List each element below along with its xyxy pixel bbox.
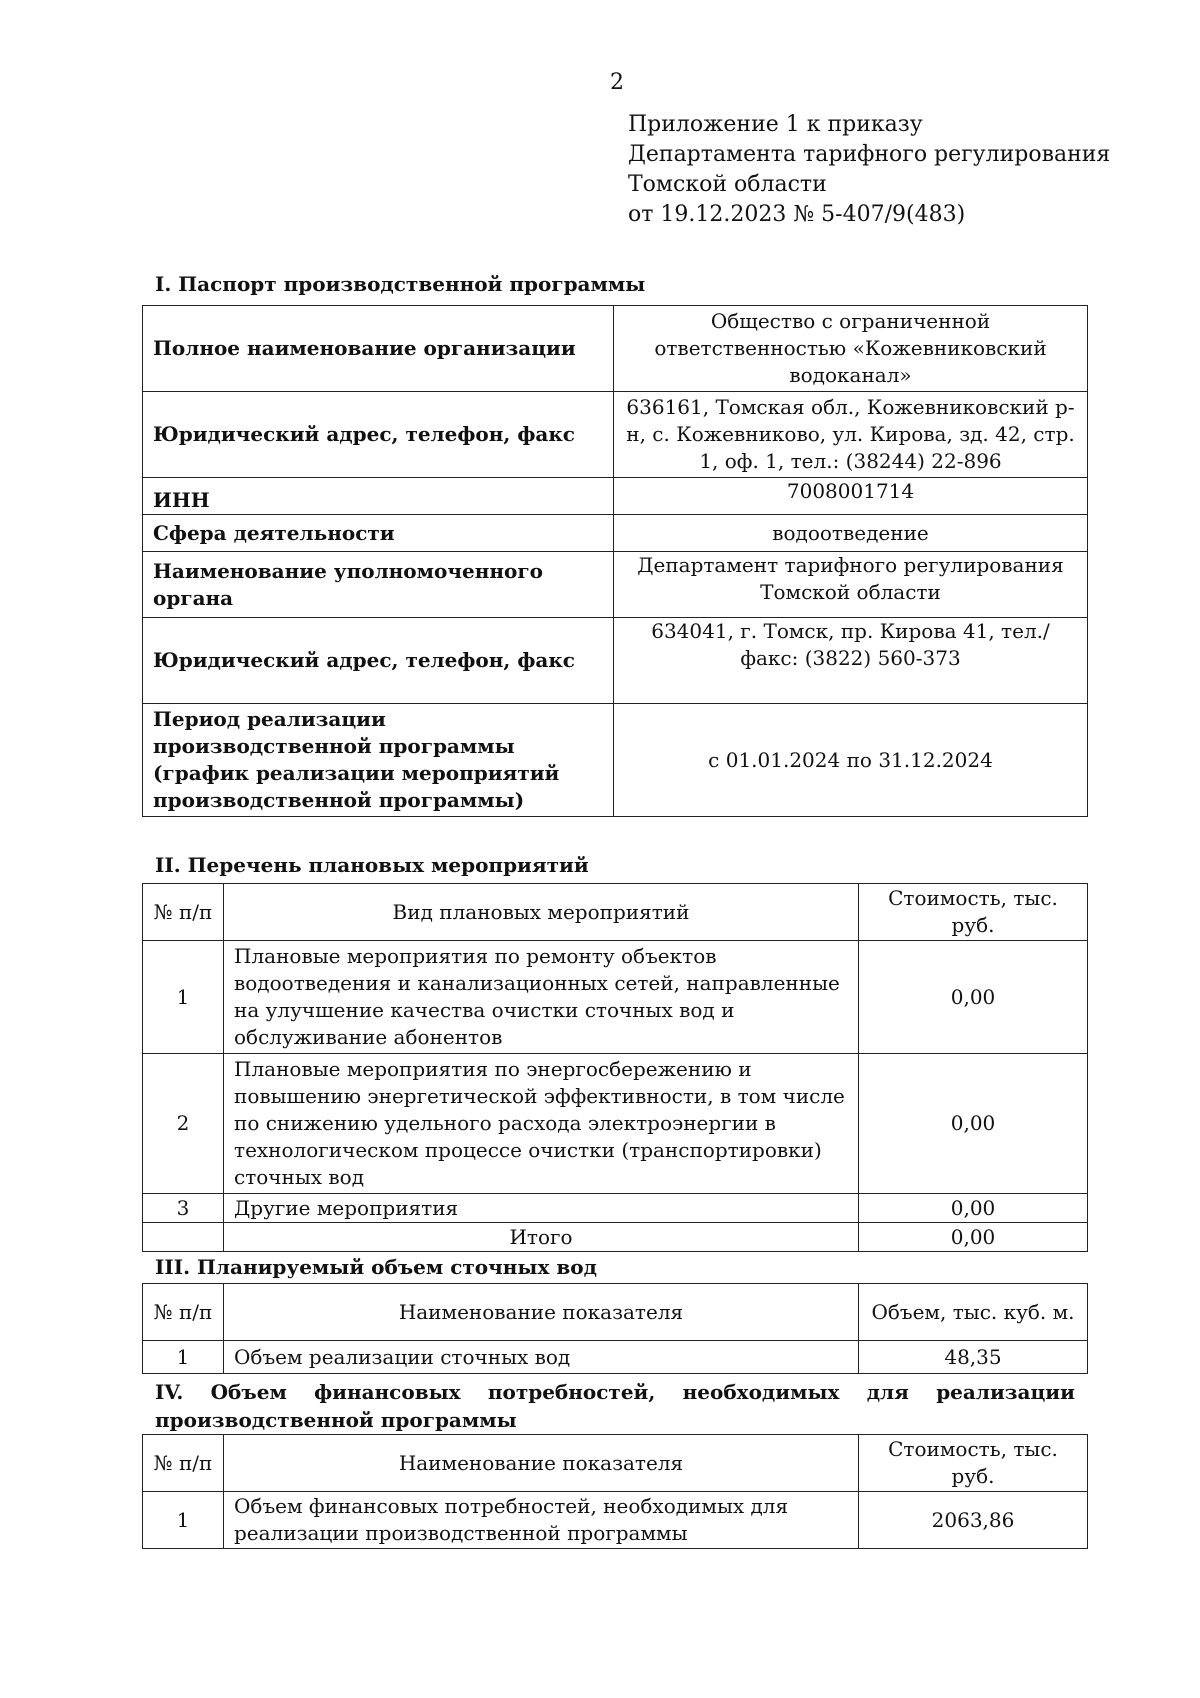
passport-table xyxy=(142,305,1088,817)
row-name: Плановые мероприятия по энергосбережению и повышению энергетической эффективности, в том числе по снижению удельного расхода электроэнергии в технологическом процессе очистки (транспортировки) сточных вод xyxy=(224,1054,859,1194)
financial-needs-table xyxy=(142,1434,1088,1549)
total-empty-cell xyxy=(143,1223,224,1252)
row-value: 7008001714 xyxy=(614,478,1088,515)
table-row xyxy=(143,704,1088,817)
column-header-value: Объем, тыс. куб. м. xyxy=(859,1284,1088,1341)
table-row xyxy=(143,1194,1088,1223)
title-word: реализации xyxy=(936,1380,1075,1404)
row-label: ИНН xyxy=(143,478,614,515)
row-name: Плановые мероприятия по ремонту объектов водоотведения и канализационных сетей, направленные на улучшение качества очистки сточных вод и обслуживание абонентов xyxy=(224,941,859,1054)
row-value: 634041, г. Томск, пр. Кирова 41, тел./факс: (3822) 560-373 xyxy=(614,618,1088,704)
row-value: Общество с ограниченной ответственностью «Кожевниковский водоканал» xyxy=(614,306,1088,392)
table-header-row xyxy=(143,1284,1088,1341)
column-header-name: Вид плановых мероприятий xyxy=(224,884,859,941)
column-header-cost: Стоимость, тыс. руб. xyxy=(859,884,1088,941)
column-header-num: № п/п xyxy=(143,884,224,941)
row-value: водоотведение xyxy=(614,515,1088,552)
total-cost: 0,00 xyxy=(859,1223,1088,1252)
appendix-line: Приложение 1 к приказу xyxy=(628,112,923,137)
total-label: Итого xyxy=(224,1223,859,1252)
row-label: Сфера деятельности xyxy=(143,515,614,552)
row-name: Объем финансовых потребностей, необходимых для реализации производственной программы xyxy=(224,1492,859,1549)
section-1-title: I. Паспорт производственной программы xyxy=(155,272,646,296)
title-word: Объем xyxy=(210,1380,287,1404)
row-name: Объем реализации сточных вод xyxy=(224,1341,859,1374)
row-num: 3 xyxy=(143,1194,224,1223)
title-word: потребностей, xyxy=(487,1380,656,1404)
appendix-line: Томской области xyxy=(628,172,827,197)
section-4-title xyxy=(155,1378,1075,1434)
row-value: с 01.01.2024 по 31.12.2024 xyxy=(614,704,1088,817)
row-label: Юридический адрес, телефон, факс xyxy=(143,392,614,478)
row-cost: 0,00 xyxy=(859,941,1088,1054)
row-cost: 0,00 xyxy=(859,1054,1088,1194)
column-header-cost: Стоимость, тыс. руб. xyxy=(859,1435,1088,1492)
table-header-row xyxy=(143,884,1088,941)
appendix-line: Департамента тарифного регулирования xyxy=(628,142,1111,167)
table-row xyxy=(143,1054,1088,1194)
row-cost: 0,00 xyxy=(859,1194,1088,1223)
table-header-row xyxy=(143,1435,1088,1492)
wastewater-volume-table xyxy=(142,1283,1088,1374)
row-label: Юридический адрес, телефон, факс xyxy=(143,618,614,704)
section-2-title: II. Перечень плановых мероприятий xyxy=(155,853,589,877)
row-num: 1 xyxy=(143,1492,224,1549)
title-word: необходимых xyxy=(682,1380,840,1404)
table-row xyxy=(143,552,1088,618)
table-row xyxy=(143,1492,1088,1549)
table-row xyxy=(143,478,1088,515)
row-label: Период реализации производственной программы (график реализации мероприятий производственной программы) xyxy=(143,704,614,817)
page-number: 2 xyxy=(610,70,624,95)
row-value: 636161, Томская обл., Кожевниковский р-н, с. Кожевниково, ул. Кирова, зд. 42, стр. 1, оф. 1, тел.: (38244) 22-896 xyxy=(614,392,1088,478)
column-header-num: № п/п xyxy=(143,1435,224,1492)
row-name: Другие мероприятия xyxy=(224,1194,859,1223)
row-num: 2 xyxy=(143,1054,224,1194)
column-header-name: Наименование показателя xyxy=(224,1435,859,1492)
title-word: финансовых xyxy=(314,1380,461,1404)
row-value: 48,35 xyxy=(859,1341,1088,1374)
table-row xyxy=(143,392,1088,478)
column-header-name: Наименование показателя xyxy=(224,1284,859,1341)
row-num: 1 xyxy=(143,1341,224,1374)
title-word: для xyxy=(866,1380,909,1404)
row-num: 1 xyxy=(143,941,224,1054)
planned-measures-table xyxy=(142,883,1088,1252)
table-row xyxy=(143,941,1088,1054)
row-cost: 2063,86 xyxy=(859,1492,1088,1549)
appendix-header xyxy=(628,110,1110,230)
row-label: Наименование уполномоченного органа xyxy=(143,552,614,618)
section-4-title-line-1 xyxy=(155,1378,1075,1406)
column-header-num: № п/п xyxy=(143,1284,224,1341)
appendix-line: от 19.12.2023 № 5-407/9(483) xyxy=(628,202,966,227)
section-3-title: III. Планируемый объем сточных вод xyxy=(155,1255,597,1279)
table-total-row xyxy=(143,1223,1088,1252)
table-row xyxy=(143,1341,1088,1374)
table-row xyxy=(143,515,1088,552)
table-row xyxy=(143,618,1088,704)
title-word: IV. xyxy=(155,1380,184,1404)
table-row xyxy=(143,306,1088,392)
row-value: Департамент тарифного регулирования Томской области xyxy=(614,552,1088,618)
section-4-title-line-2: производственной программы xyxy=(155,1408,517,1432)
row-label: Полное наименование организации xyxy=(143,306,614,392)
